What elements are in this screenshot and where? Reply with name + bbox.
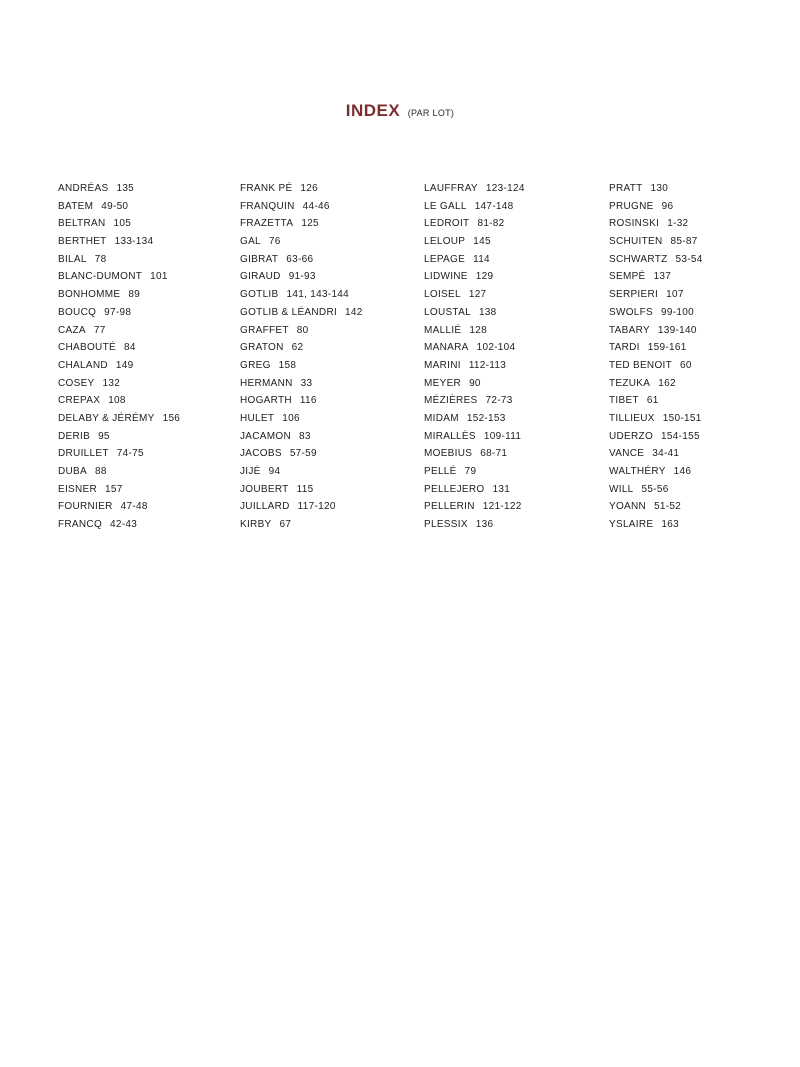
index-entry — [240, 286, 363, 304]
index-entry — [240, 498, 363, 516]
artist-name: TILLIEUX — [609, 412, 655, 424]
artist-name: GRATON — [240, 342, 284, 354]
lot-numbers: 159-161 — [647, 342, 687, 354]
index-entry — [58, 516, 180, 534]
artist-name: TEZUKA — [609, 377, 651, 389]
index-entry — [58, 428, 180, 446]
index-entry — [58, 215, 180, 233]
index-heading — [0, 101, 800, 121]
index-column-2 — [240, 180, 363, 534]
lot-numbers: 51-52 — [654, 501, 682, 513]
artist-name: GAL — [240, 236, 261, 248]
artist-name: HULET — [240, 412, 275, 424]
lot-numbers: 156 — [162, 412, 181, 424]
artist-name: YOANN — [609, 501, 647, 513]
index-entry — [609, 392, 703, 410]
index-entry — [424, 516, 525, 534]
index-entry — [609, 180, 703, 198]
artist-name: MEYER — [424, 377, 462, 389]
artist-name: FRANQUIN — [240, 200, 295, 212]
index-entry — [424, 392, 525, 410]
lot-numbers: 112-113 — [468, 359, 507, 371]
lot-numbers: 34-41 — [652, 448, 680, 460]
index-entry — [240, 180, 363, 198]
index-entry — [58, 410, 180, 428]
index-entry — [58, 233, 180, 251]
artist-name: BERTHET — [58, 236, 107, 248]
index-entry — [240, 304, 363, 322]
artist-name: DELABY & JÉRÉMY — [58, 412, 155, 424]
lot-numbers: 81-82 — [477, 218, 505, 230]
artist-name: CREPAX — [58, 395, 101, 407]
artist-name: FRANCQ — [58, 519, 103, 531]
index-entry — [240, 410, 363, 428]
artist-name: SEMPÉ — [609, 271, 646, 283]
index-entry — [240, 516, 363, 534]
artist-name: MALLIÉ — [424, 324, 462, 336]
index-entry — [58, 392, 180, 410]
index-entry — [58, 445, 180, 463]
index-entry — [609, 286, 703, 304]
artist-name: FRAZETTA — [240, 218, 294, 230]
index-entry — [609, 516, 703, 534]
artist-name: HOGARTH — [240, 395, 292, 407]
artist-name: MARINI — [424, 359, 461, 371]
index-entry — [424, 357, 525, 375]
lot-numbers: 83 — [299, 430, 311, 442]
lot-numbers: 79 — [464, 466, 477, 477]
index-entry — [58, 481, 180, 499]
index-entry — [609, 198, 703, 216]
lot-numbers: 62 — [291, 342, 304, 354]
index-entry — [424, 233, 525, 251]
index-entry — [240, 215, 363, 233]
index-entry — [58, 375, 180, 393]
lot-numbers: 154-155 — [661, 430, 700, 442]
lot-numbers: 141, 143-144 — [286, 289, 350, 301]
page-subtitle: (PAR LOT) — [407, 108, 455, 118]
lot-numbers: 137 — [653, 271, 672, 283]
lot-numbers: 138 — [478, 306, 497, 318]
lot-numbers: 95 — [98, 430, 110, 442]
index-entry — [424, 286, 525, 304]
lot-numbers: 91-93 — [288, 271, 316, 283]
artist-name: MIRALLÈS — [424, 430, 476, 442]
artist-name: PELLERIN — [424, 501, 475, 513]
artist-name: BLANC-DUMONT — [58, 271, 143, 283]
artist-name: CHABOUTÉ — [58, 342, 116, 354]
artist-name: TED BENOIT — [609, 359, 673, 371]
lot-numbers: 108 — [108, 395, 126, 407]
artist-name: LEPAGE — [424, 253, 466, 265]
index-entry — [58, 304, 180, 322]
lot-numbers: 150-151 — [662, 412, 702, 424]
lot-numbers: 33 — [300, 377, 313, 389]
lot-numbers: 84 — [123, 342, 136, 354]
index-entry — [609, 428, 703, 446]
index-entry — [58, 268, 180, 286]
lot-numbers: 89 — [128, 289, 141, 301]
artist-name: HERMANN — [240, 377, 293, 389]
lot-numbers: 47-48 — [120, 501, 148, 513]
artist-name: FRANK PÉ — [240, 183, 293, 194]
lot-numbers: 149 — [115, 359, 134, 371]
index-entry — [58, 180, 180, 198]
index-entry — [609, 322, 703, 340]
index-entry — [424, 375, 525, 393]
index-entry — [58, 251, 180, 269]
artist-name: TABARY — [609, 324, 650, 336]
index-entry — [58, 463, 180, 481]
artist-name: MÉZIÈRES — [424, 395, 478, 407]
index-entry — [424, 481, 525, 499]
lot-numbers: 78 — [94, 253, 107, 265]
index-entry — [58, 339, 180, 357]
lot-numbers: 90 — [469, 377, 481, 389]
index-entry — [58, 286, 180, 304]
lot-numbers: 57-59 — [289, 448, 317, 460]
index-entry — [58, 198, 180, 216]
lot-numbers: 115 — [296, 483, 314, 495]
lot-numbers: 107 — [666, 289, 684, 301]
artist-name: LIDWINE — [424, 271, 468, 283]
index-entry — [424, 180, 525, 198]
artist-name: YSLAIRE — [609, 519, 654, 531]
artist-name: KIRBY — [240, 519, 272, 531]
lot-numbers: 97-98 — [104, 306, 132, 318]
index-entry — [609, 268, 703, 286]
lot-numbers: 163 — [661, 519, 679, 531]
lot-numbers: 152-153 — [466, 412, 506, 424]
index-column-3 — [424, 180, 525, 534]
lot-numbers: 129 — [475, 271, 494, 283]
lot-numbers: 85-87 — [670, 236, 698, 248]
lot-numbers: 116 — [299, 395, 317, 407]
index-entry — [240, 428, 363, 446]
artist-name: JUILLARD — [240, 501, 290, 513]
index-entry — [240, 392, 363, 410]
lot-numbers: 123-124 — [485, 183, 525, 194]
artist-name: VANCE — [609, 448, 645, 460]
index-entry — [424, 445, 525, 463]
lot-numbers: 76 — [268, 236, 281, 248]
index-entry — [609, 251, 703, 269]
lot-numbers: 67 — [279, 519, 292, 531]
index-entry — [609, 463, 703, 481]
artist-name: DRUILLET — [58, 448, 109, 460]
artist-name: EISNER — [58, 483, 98, 495]
artist-name: DERIB — [58, 430, 91, 442]
artist-name: PELLEJERO — [424, 483, 485, 495]
lot-numbers: 135 — [116, 183, 135, 194]
index-entry — [424, 304, 525, 322]
artist-name: UDERZO — [609, 430, 654, 442]
lot-numbers: 125 — [301, 218, 319, 230]
lot-numbers: 101 — [150, 271, 168, 283]
lot-numbers: 42-43 — [110, 519, 138, 531]
lot-numbers: 157 — [105, 483, 123, 495]
index-column-4 — [609, 180, 703, 534]
index-entry — [424, 198, 525, 216]
lot-numbers: 109-111 — [483, 430, 522, 442]
artist-name: CAZA — [58, 324, 86, 336]
index-entry — [424, 268, 525, 286]
artist-name: PLESSIX — [424, 519, 468, 531]
index-entry — [424, 251, 525, 269]
lot-numbers: 105 — [113, 218, 132, 230]
index-entry — [424, 339, 525, 357]
artist-name: JACOBS — [240, 448, 282, 460]
index-column-1 — [58, 180, 180, 534]
lot-numbers: 133-134 — [114, 236, 154, 248]
artist-name: JOUBERT — [240, 483, 289, 495]
artist-name: WILL — [609, 483, 634, 495]
artist-name: LE GALL — [424, 200, 467, 212]
artist-name: GOTLIB — [240, 289, 279, 301]
index-entry — [609, 215, 703, 233]
artist-name: GREG — [240, 359, 271, 371]
lot-numbers: 63-66 — [286, 253, 314, 265]
artist-name: JIJÉ — [240, 466, 261, 477]
lot-numbers: 44-46 — [302, 200, 330, 212]
artist-name: MANARA — [424, 342, 469, 354]
index-entry — [609, 339, 703, 357]
artist-name: LEDROIT — [424, 218, 470, 230]
lot-numbers: 55-56 — [641, 483, 669, 495]
index-entry — [240, 322, 363, 340]
artist-name: GOTLIB & LÉANDRI — [240, 306, 338, 318]
lot-numbers: 94 — [268, 466, 281, 477]
artist-name: TIBET — [609, 395, 639, 407]
index-entry — [240, 233, 363, 251]
lot-numbers: 131 — [492, 483, 511, 495]
artist-name: JACAMON — [240, 430, 291, 442]
lot-numbers: 53-54 — [675, 253, 703, 265]
index-entry — [58, 322, 180, 340]
index-entry — [609, 304, 703, 322]
lot-numbers: 132 — [102, 377, 121, 389]
lot-numbers: 102-104 — [476, 342, 516, 354]
artist-name: COSEY — [58, 377, 95, 389]
artist-name: LELOUP — [424, 236, 466, 248]
index-entry — [240, 375, 363, 393]
artist-name: SCHUITEN — [609, 236, 663, 248]
index-entry — [240, 357, 363, 375]
artist-name: BATEM — [58, 200, 94, 212]
index-entry — [240, 268, 363, 286]
artist-name: FOURNIER — [58, 501, 113, 513]
index-entry — [424, 322, 525, 340]
artist-name: PRUGNE — [609, 200, 654, 212]
lot-numbers: 74-75 — [116, 448, 144, 460]
lot-numbers: 136 — [475, 519, 494, 531]
lot-numbers: 1-32 — [667, 218, 689, 230]
lot-numbers: 147-148 — [474, 200, 514, 212]
artist-name: BOUCQ — [58, 306, 97, 318]
index-entry — [240, 251, 363, 269]
artist-name: TARDI — [609, 342, 640, 354]
lot-numbers: 96 — [661, 200, 674, 212]
lot-numbers: 130 — [650, 183, 669, 194]
artist-name: PELLÉ — [424, 466, 457, 477]
artist-name: BELTRAN — [58, 218, 106, 230]
index-entry — [609, 233, 703, 251]
artist-name: GIRAUD — [240, 271, 281, 283]
lot-numbers: 68-71 — [480, 448, 508, 460]
lot-numbers: 139-140 — [657, 324, 697, 336]
lot-numbers: 99-100 — [661, 306, 694, 318]
lot-numbers: 128 — [469, 324, 487, 336]
artist-name: WALTHÉRY — [609, 466, 666, 477]
artist-name: LAUFFRAY — [424, 183, 478, 194]
artist-name: PRATT — [609, 183, 643, 194]
artist-name: DUBA — [58, 466, 87, 477]
index-entry — [240, 339, 363, 357]
artist-name: SCHWARTZ — [609, 253, 668, 265]
lot-numbers: 60 — [680, 359, 692, 371]
lot-numbers: 72-73 — [485, 395, 513, 407]
index-entry — [609, 498, 703, 516]
artist-name: MOEBIUS — [424, 448, 473, 460]
index-entry — [240, 463, 363, 481]
index-entry — [609, 445, 703, 463]
page-title: INDEX — [345, 101, 401, 120]
artist-name: LOUSTAL — [424, 306, 471, 318]
index-entry — [424, 428, 525, 446]
lot-numbers: 145 — [473, 236, 491, 248]
lot-numbers: 126 — [300, 183, 319, 194]
index-entry — [609, 357, 703, 375]
artist-name: CHALAND — [58, 359, 108, 371]
lot-numbers: 127 — [468, 289, 487, 301]
lot-numbers: 146 — [673, 466, 692, 477]
lot-numbers: 106 — [282, 412, 300, 424]
lot-numbers: 117-120 — [297, 501, 336, 513]
index-entry — [58, 498, 180, 516]
index-entry — [240, 481, 363, 499]
lot-numbers: 142 — [345, 306, 363, 318]
artist-name: BILAL — [58, 253, 87, 265]
index-entry — [240, 445, 363, 463]
artist-name: GIBRAT — [240, 253, 279, 265]
index-entry — [424, 498, 525, 516]
artist-name: LOISEL — [424, 289, 461, 301]
artist-name: BONHOMME — [58, 289, 121, 301]
index-entry — [609, 375, 703, 393]
lot-numbers: 80 — [296, 324, 309, 336]
index-entry — [424, 215, 525, 233]
lot-numbers: 61 — [646, 395, 659, 407]
lot-numbers: 49-50 — [101, 200, 129, 212]
lot-numbers: 158 — [278, 359, 297, 371]
index-entry — [609, 410, 703, 428]
artist-name: ANDRÉAS — [58, 183, 109, 194]
lot-numbers: 114 — [473, 253, 490, 265]
lot-numbers: 77 — [93, 324, 106, 336]
artist-name: ROSINSKI — [609, 218, 660, 230]
index-entry — [424, 463, 525, 481]
index-entry — [424, 410, 525, 428]
lot-numbers: 88 — [94, 466, 107, 477]
index-entry — [609, 481, 703, 499]
index-entry — [240, 198, 363, 216]
lot-numbers: 162 — [658, 377, 676, 389]
artist-name: SWOLFS — [609, 306, 654, 318]
artist-name: GRAFFET — [240, 324, 289, 336]
artist-name: SERPIERI — [609, 289, 659, 301]
lot-numbers: 121-122 — [482, 501, 522, 513]
index-entry — [58, 357, 180, 375]
artist-name: MIDAM — [424, 412, 459, 424]
